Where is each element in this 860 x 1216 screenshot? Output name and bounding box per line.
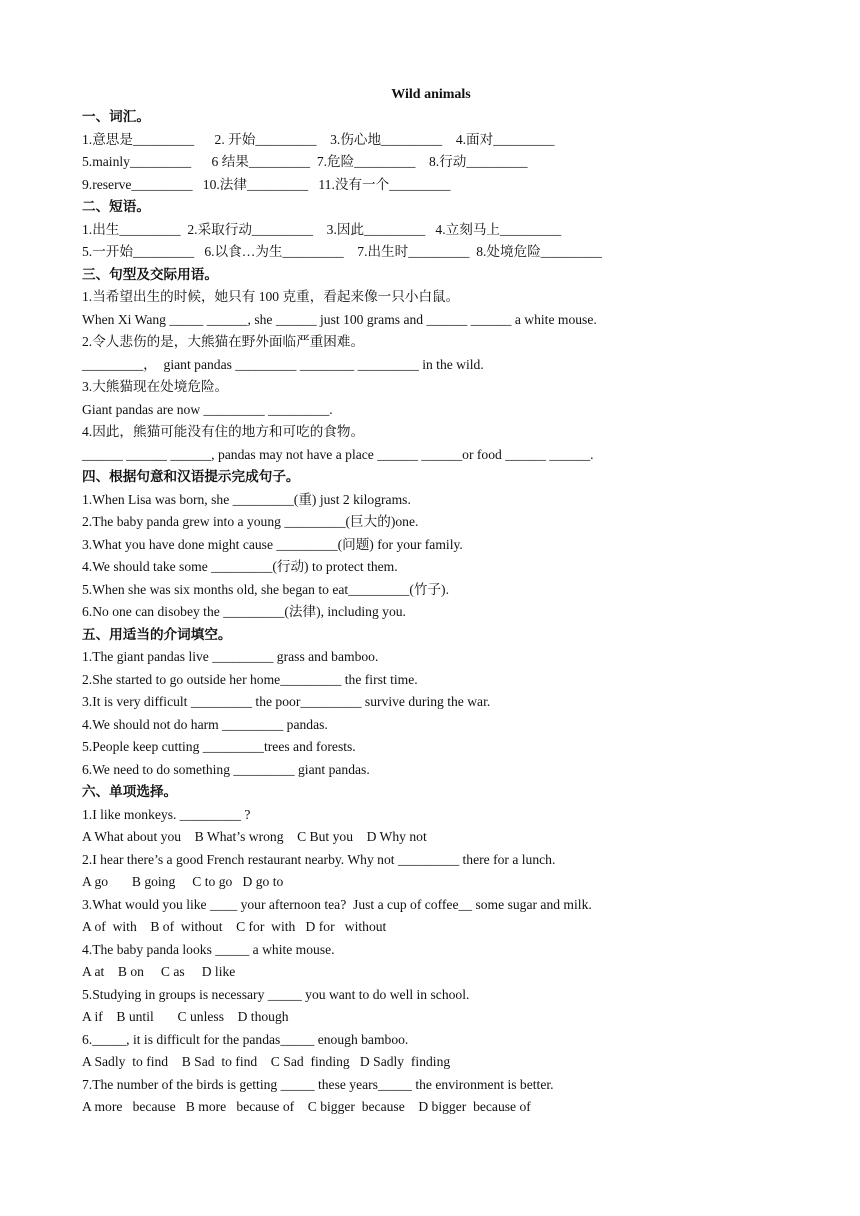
worksheet-line: A at B on C as D like [82,964,236,979]
worksheet-line: Giant pandas are now _________ _________. [82,401,333,417]
worksheet-line: A go B going C to go D go to [82,874,284,889]
worksheet-line: 5.When she was six months old, she began to eat_________(竹子). [82,581,449,597]
worksheet-line: 5.People keep cutting _________trees and forests. [82,739,356,754]
worksheet-line: When Xi Wang _____ ______, she ______ just 100 grams and ______ ______ a white mouse. [82,311,597,327]
worksheet-line: 3.大熊猫现在处境危险。 [82,379,229,394]
worksheet-line: 1.出生_________ 2.采取行动_________ 3.因此_________ 4.立刻马上_________ [82,221,562,237]
section-heading: 六、单项选择。 [82,784,178,799]
section-heading: 三、句型及交际用语。 [82,266,218,282]
worksheet-line: 6.No one can disobey the _________(法律), including you. [82,604,406,619]
worksheet-line: 5.mainly_________ 6 结果_________ 7.危险_________ 8.行动_________ [82,154,528,169]
worksheet-line: 2.The baby panda grew into a young _________(巨大的)one. [82,514,419,529]
worksheet-line: A What about you B What’s wrong C But you D Why not [82,829,427,844]
worksheet-line: 4.因此，熊猫可能没有住的地方和可吃的食物。 [82,424,365,439]
worksheet-line: ______ ______ ______, pandas may not have a place ______ ______or food ______ ______. [82,446,594,462]
worksheet-line: 2.令人悲伤的是，大熊猫在野外面临严重困难。 [82,334,365,349]
worksheet-line: 1.When Lisa was born, she _________(重) just 2 kilograms. [82,491,411,507]
section-heading: 五、用适当的介词填空。 [82,626,232,642]
worksheet-line: A more because B more because of C bigger because D bigger because of [82,1099,531,1114]
worksheet-line: 1.I like monkeys. _________ ? [82,806,251,822]
worksheet-line: 3.It is very difficult _________ the poor_________ survive during the war. [82,694,491,709]
worksheet-line: 6._____, it is difficult for the pandas_____ enough bamboo. [82,1031,409,1047]
worksheet-line: 2.I hear there’s a good French restaurant nearby. Why not _________ there for a lunch. [82,851,556,867]
worksheet-line: 9.reserve_________ 10.法律_________ 11.没有一个_________ [82,176,451,192]
worksheet-line: A if B until C unless D though [82,1009,289,1024]
worksheet-line: 5.Studying in groups is necessary _____ you want to do well in school. [82,986,470,1002]
worksheet-body [82,106,782,1119]
worksheet-line: 5.一开始_________ 6.以食…为生_________ 7.出生时_________ 8.处境危险_________ [82,244,602,259]
worksheet-line: 4.The baby panda looks _____ a white mouse. [82,941,335,957]
worksheet-line: 1.意思是_________ 2. 开始_________ 3.伤心地_________ 4.面对_________ [82,131,555,147]
worksheet-line: A of with B of without C for with D for without [82,919,387,934]
worksheet-line: 1.当希望出生的时候，她只有 100 克重，看起来像一只小白鼠。 [82,289,460,304]
worksheet-line: 3.What you have done might cause _________(问题) for your family. [82,536,463,552]
worksheet-line: 1.The giant pandas live _________ grass and bamboo. [82,649,379,664]
worksheet-line: 7.The number of the birds is getting _____ these years_____ the environment is better. [82,1076,554,1092]
worksheet-line: 4.We should not do harm _________ pandas. [82,716,328,732]
worksheet-page [82,84,782,1119]
worksheet-line: 2.She started to go outside her home_________ the first time. [82,671,418,687]
worksheet-line: 3.What would you like ____ your afternoon tea? Just a cup of coffee__ some sugar and milk. [82,896,592,912]
worksheet-line: A Sadly to find B Sad to find C Sad finding D Sadly finding [82,1054,451,1069]
worksheet-line: 4.We should take some _________(行动) to protect them. [82,559,398,574]
worksheet-line: _________， giant pandas _________ ________ _________ in the wild. [82,356,484,372]
worksheet-title: Wild animals [391,87,471,102]
section-heading: 一、词汇。 [82,109,150,124]
section-heading: 四、根据句意和汉语提示完成句子。 [82,469,300,484]
section-heading: 二、短语。 [82,199,150,214]
worksheet-line: 6.We need to do something _________ giant pandas. [82,761,370,777]
